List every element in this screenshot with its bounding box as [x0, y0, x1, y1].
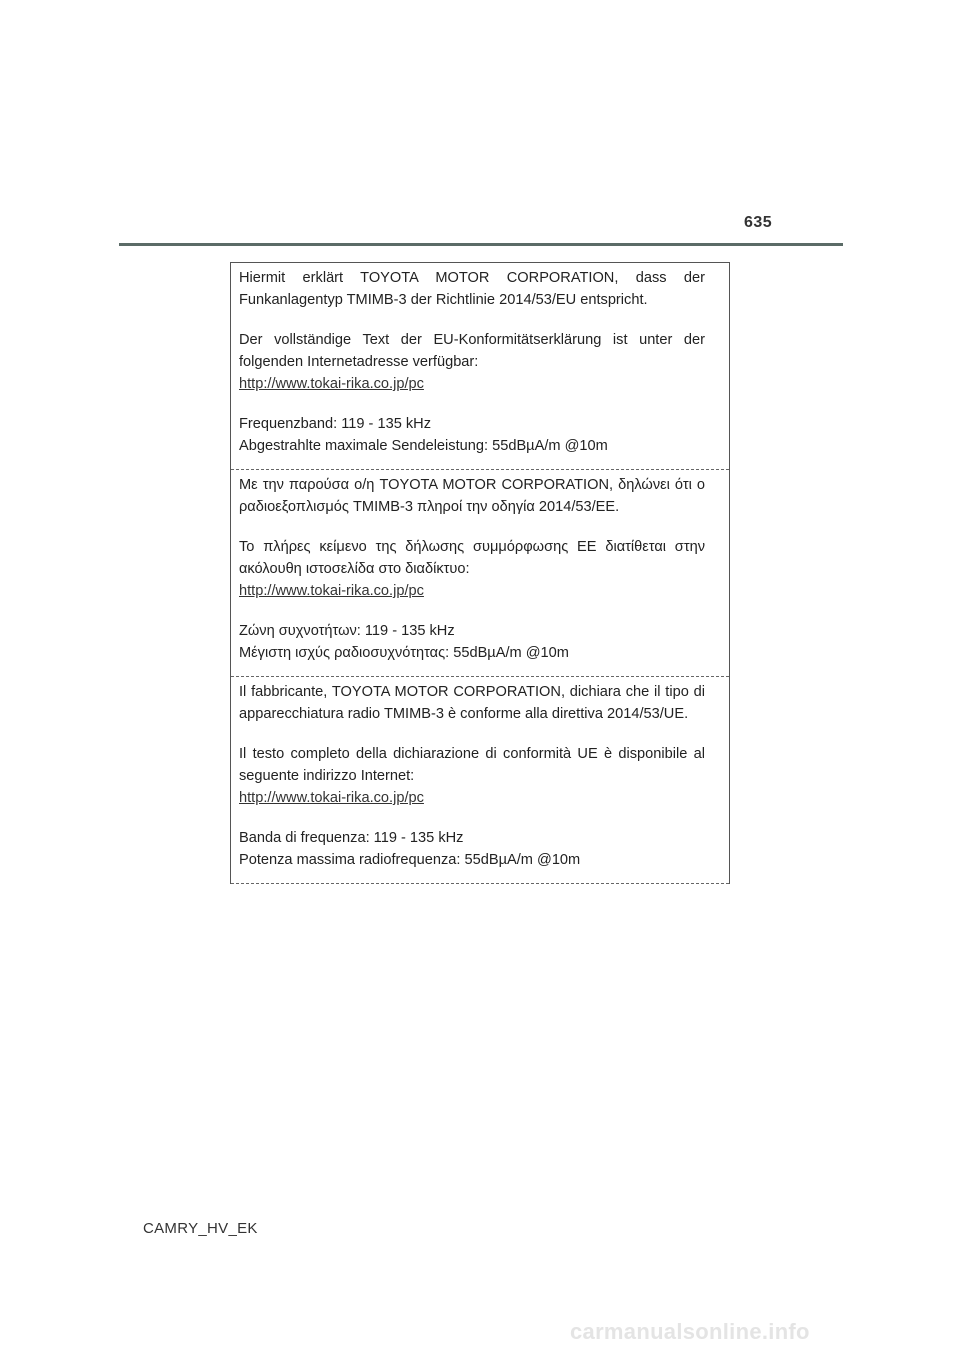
declaration-section-italian: [231, 677, 729, 884]
fulltext-intro: Το πλήρες κείμενο της δήλωσης συμμόρφωσης ΕΕ διατίθεται στην ακόλουθη ιστοσελίδα στο διαδίκτυο:: [239, 539, 705, 577]
declaration-box: [230, 262, 730, 884]
declaration-section-greek: [231, 470, 729, 677]
header-rule: [119, 243, 843, 246]
fulltext-intro: Il testo completo della dichiarazione di conformità UE è disponibile al seguente indirizzo Internet:: [239, 746, 705, 784]
max-power: Potenza massima radiofrequenza: 55dBµA/m @10m: [239, 852, 581, 868]
declaration-text: Hiermit erklärt TOYOTA MOTOR CORPORATION, dass der Funkanlagentyp TMIMB-3 der Richtlinie 2014/53/EU entspricht.: [239, 270, 705, 308]
declaration-url-link[interactable]: http://www.tokai-rika.co.jp/pc: [239, 376, 424, 392]
fulltext-intro: Der vollständige Text der EU-Konformitätserklärung ist unter der folgenden Internetadresse verfügbar:: [239, 332, 705, 370]
declaration-url-link[interactable]: http://www.tokai-rika.co.jp/pc: [239, 583, 424, 599]
declaration-url-link[interactable]: http://www.tokai-rika.co.jp/pc: [239, 790, 424, 806]
max-power: Abgestrahlte maximale Sendeleistung: 55dBµA/m @10m: [239, 438, 608, 454]
frequency-band: Banda di frequenza: 119 - 135 kHz: [239, 830, 464, 846]
declaration-section-german: [231, 263, 729, 470]
footer-model-code: CAMRY_HV_EK: [143, 1220, 258, 1237]
page-number: 635: [744, 214, 773, 231]
declaration-text: Il fabbricante, TOYOTA MOTOR CORPORATION, dichiara che il tipo di apparecchiatura radio TMIMB-3 è conforme alla direttiva 2014/53/UE.: [239, 684, 705, 722]
frequency-band: Ζώνη συχνοτήτων: 119 - 135 kHz: [239, 623, 455, 639]
max-power: Μέγιστη ισχύς ραδιοσυχνότητας: 55dBµA/m @10m: [239, 645, 569, 661]
watermark: carmanualsonline.info: [570, 1319, 810, 1344]
frequency-band: Frequenzband: 119 - 135 kHz: [239, 416, 431, 432]
declaration-text: Με την παρούσα ο/η TOYOTA MOTOR CORPORATION, δηλώνει ότι ο ραδιοεξοπλισμός TMIMB-3 πληροί την οδηγία 2014/53/ΕΕ.: [239, 477, 705, 515]
